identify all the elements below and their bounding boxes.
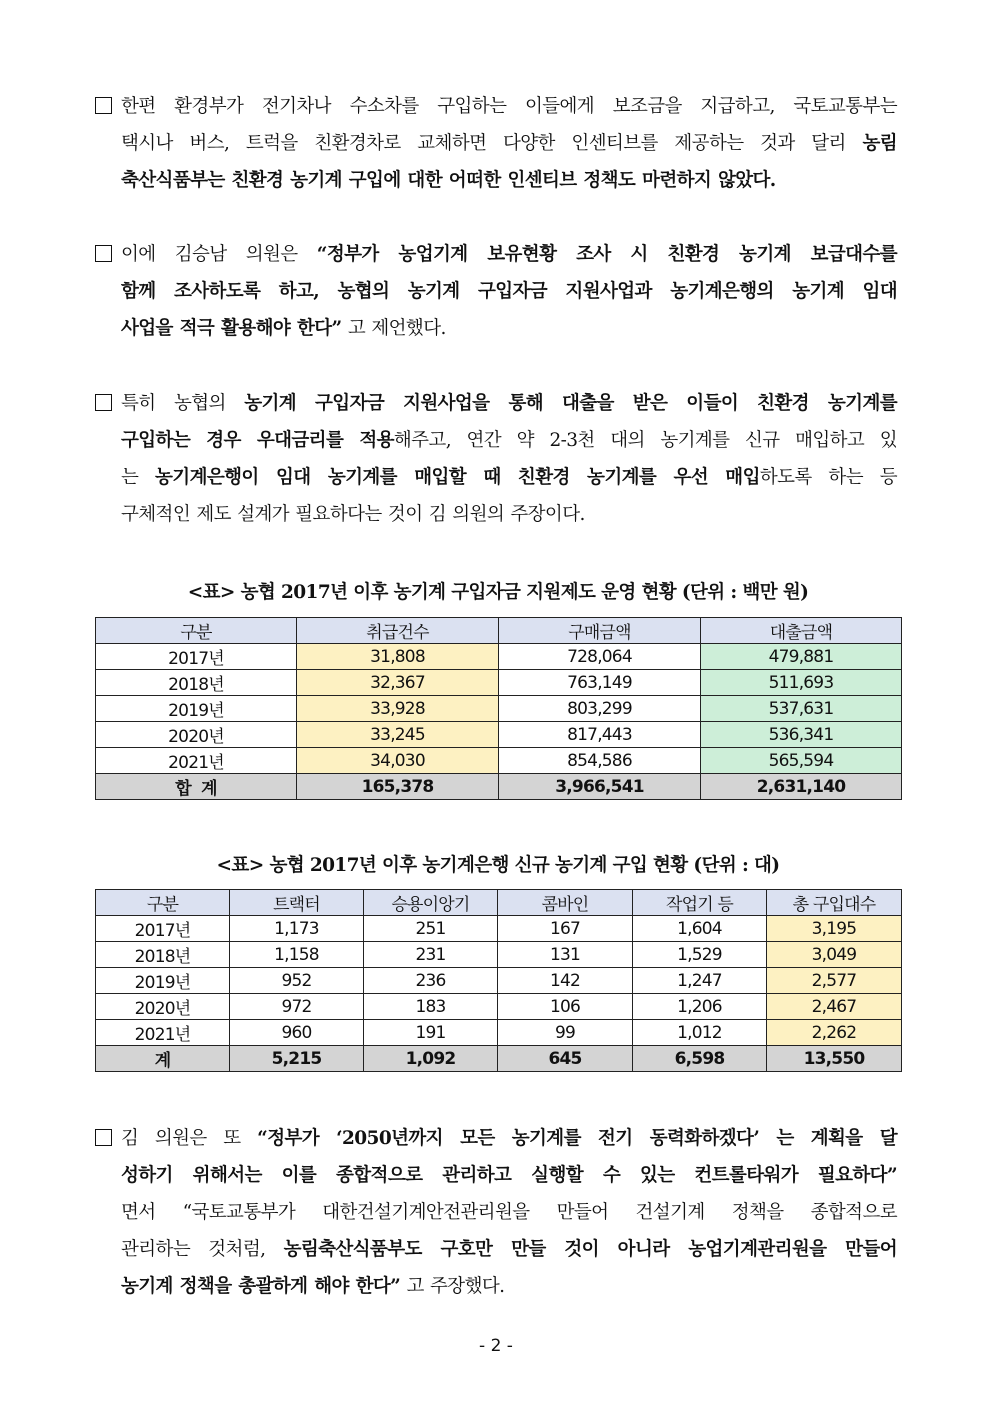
table-row: 2020년 33,245 817,443 536,341	[96, 722, 902, 748]
checkbox-bullet-icon	[95, 1129, 112, 1146]
table-row: 2019년 952 236 142 1,247 2,577	[96, 968, 902, 994]
column-header: 콤바인	[498, 890, 633, 916]
paragraph-4: 김 의원은 또 “정부가 ‘2050년까지 모든 농기계를 전기 동력화하겠다’ 는 계획을 달 성하기 위해서는 이를 종합적으로 관리하고 실행할 수 있는 컨트롤타워가 필요하다” 면서 “국토교통부가 대한건설기계안전관리원을 만들어 건설기계 정책을 종합적으로 관리하는 것처럼, 농림축산식품부도 구호만 만들 것이 아니라 농업기계관리원을 만들어 농기계 정책을 총괄하게 해야 한다” 고 주장했다.	[95, 1120, 897, 1305]
table-header-row	[96, 618, 902, 644]
table-row: 2017년 31,808 728,064 479,881	[96, 644, 902, 670]
table-1-caption: <표> 농협 2017년 이후 농기계 구입자금 지원제도 운영 현황 (단위 : 백만 원)	[187, 582, 809, 603]
table-row: 2018년 1,158 231 131 1,529 3,049	[96, 942, 902, 968]
column-header: 취급건수	[297, 618, 499, 644]
table-row: 2020년 972 183 106 1,206 2,467	[96, 994, 902, 1020]
column-header: 작업기 등	[633, 890, 767, 916]
table-2-caption: <표> 농협 2017년 이후 농기계은행 신규 농기계 구입 현황 (단위 : 대)	[216, 855, 780, 876]
checkbox-bullet-icon	[95, 245, 112, 262]
table-row: 2021년 960 191 99 1,012 2,262	[96, 1020, 902, 1046]
column-header: 총 구입대수	[767, 890, 902, 916]
column-header: 트랙터	[230, 890, 364, 916]
column-header: 승용이앙기	[364, 890, 498, 916]
table-total-row: 계 5,215 1,092 645 6,598 13,550	[96, 1046, 902, 1072]
page-number: - 2 -	[479, 1336, 513, 1356]
checkbox-bullet-icon	[95, 97, 112, 114]
table-row: 2017년 1,173 251 167 1,604 3,195	[96, 916, 902, 942]
table-header-row	[96, 890, 902, 916]
paragraph-2: 이에 김승남 의원은 “정부가 농업기계 보유현황 조사 시 친환경 농기계 보급대수를 함께 조사하도록 하고, 농협의 농기계 구입자금 지원사업과 농기계은행의 농기계 임대 사업을 적극 활용해야 한다” 고 제언했다.	[95, 236, 897, 347]
column-header: 구분	[96, 890, 230, 916]
table-total-row: 합 계 165,378 3,966,541 2,631,140	[96, 774, 902, 800]
machine-bank-purchase-table	[95, 889, 902, 1072]
paragraph-1: 한편 환경부가 전기차나 수소차를 구입하는 이들에게 보조금을 지급하고, 국토교통부는 택시나 버스, 트럭을 친환경차로 교체하면 다양한 인센티브를 제공하는 것과 달리 농림 축산식품부는 친환경 농기계 구입에 대한 어떠한 인센티브 정책도 마련하지 않았다.	[95, 88, 897, 199]
column-header: 대출금액	[701, 618, 902, 644]
column-header: 구분	[96, 618, 297, 644]
checkbox-bullet-icon	[95, 394, 112, 411]
table-row: 2021년 34,030 854,586 565,594	[96, 748, 902, 774]
paragraph-3: 특히 농협의 농기계 구입자금 지원사업을 통해 대출을 받은 이들이 친환경 농기계를 구입하는 경우 우대금리를 적용해주고, 연간 약 2-3천 대의 농기계를 신규 매입하고 있 는 농기계은행이 임대 농기계를 매입할 때 친환경 농기계를 우선 매입하도록 하는 등 구체적인 제도 설계가 필요하다는 것이 김 의원의 주장이다.	[95, 385, 897, 533]
column-header: 구매금액	[499, 618, 701, 644]
loan-support-table	[95, 617, 902, 800]
table-row: 2018년 32,367 763,149 511,693	[96, 670, 902, 696]
table-row: 2019년 33,928 803,299 537,631	[96, 696, 902, 722]
